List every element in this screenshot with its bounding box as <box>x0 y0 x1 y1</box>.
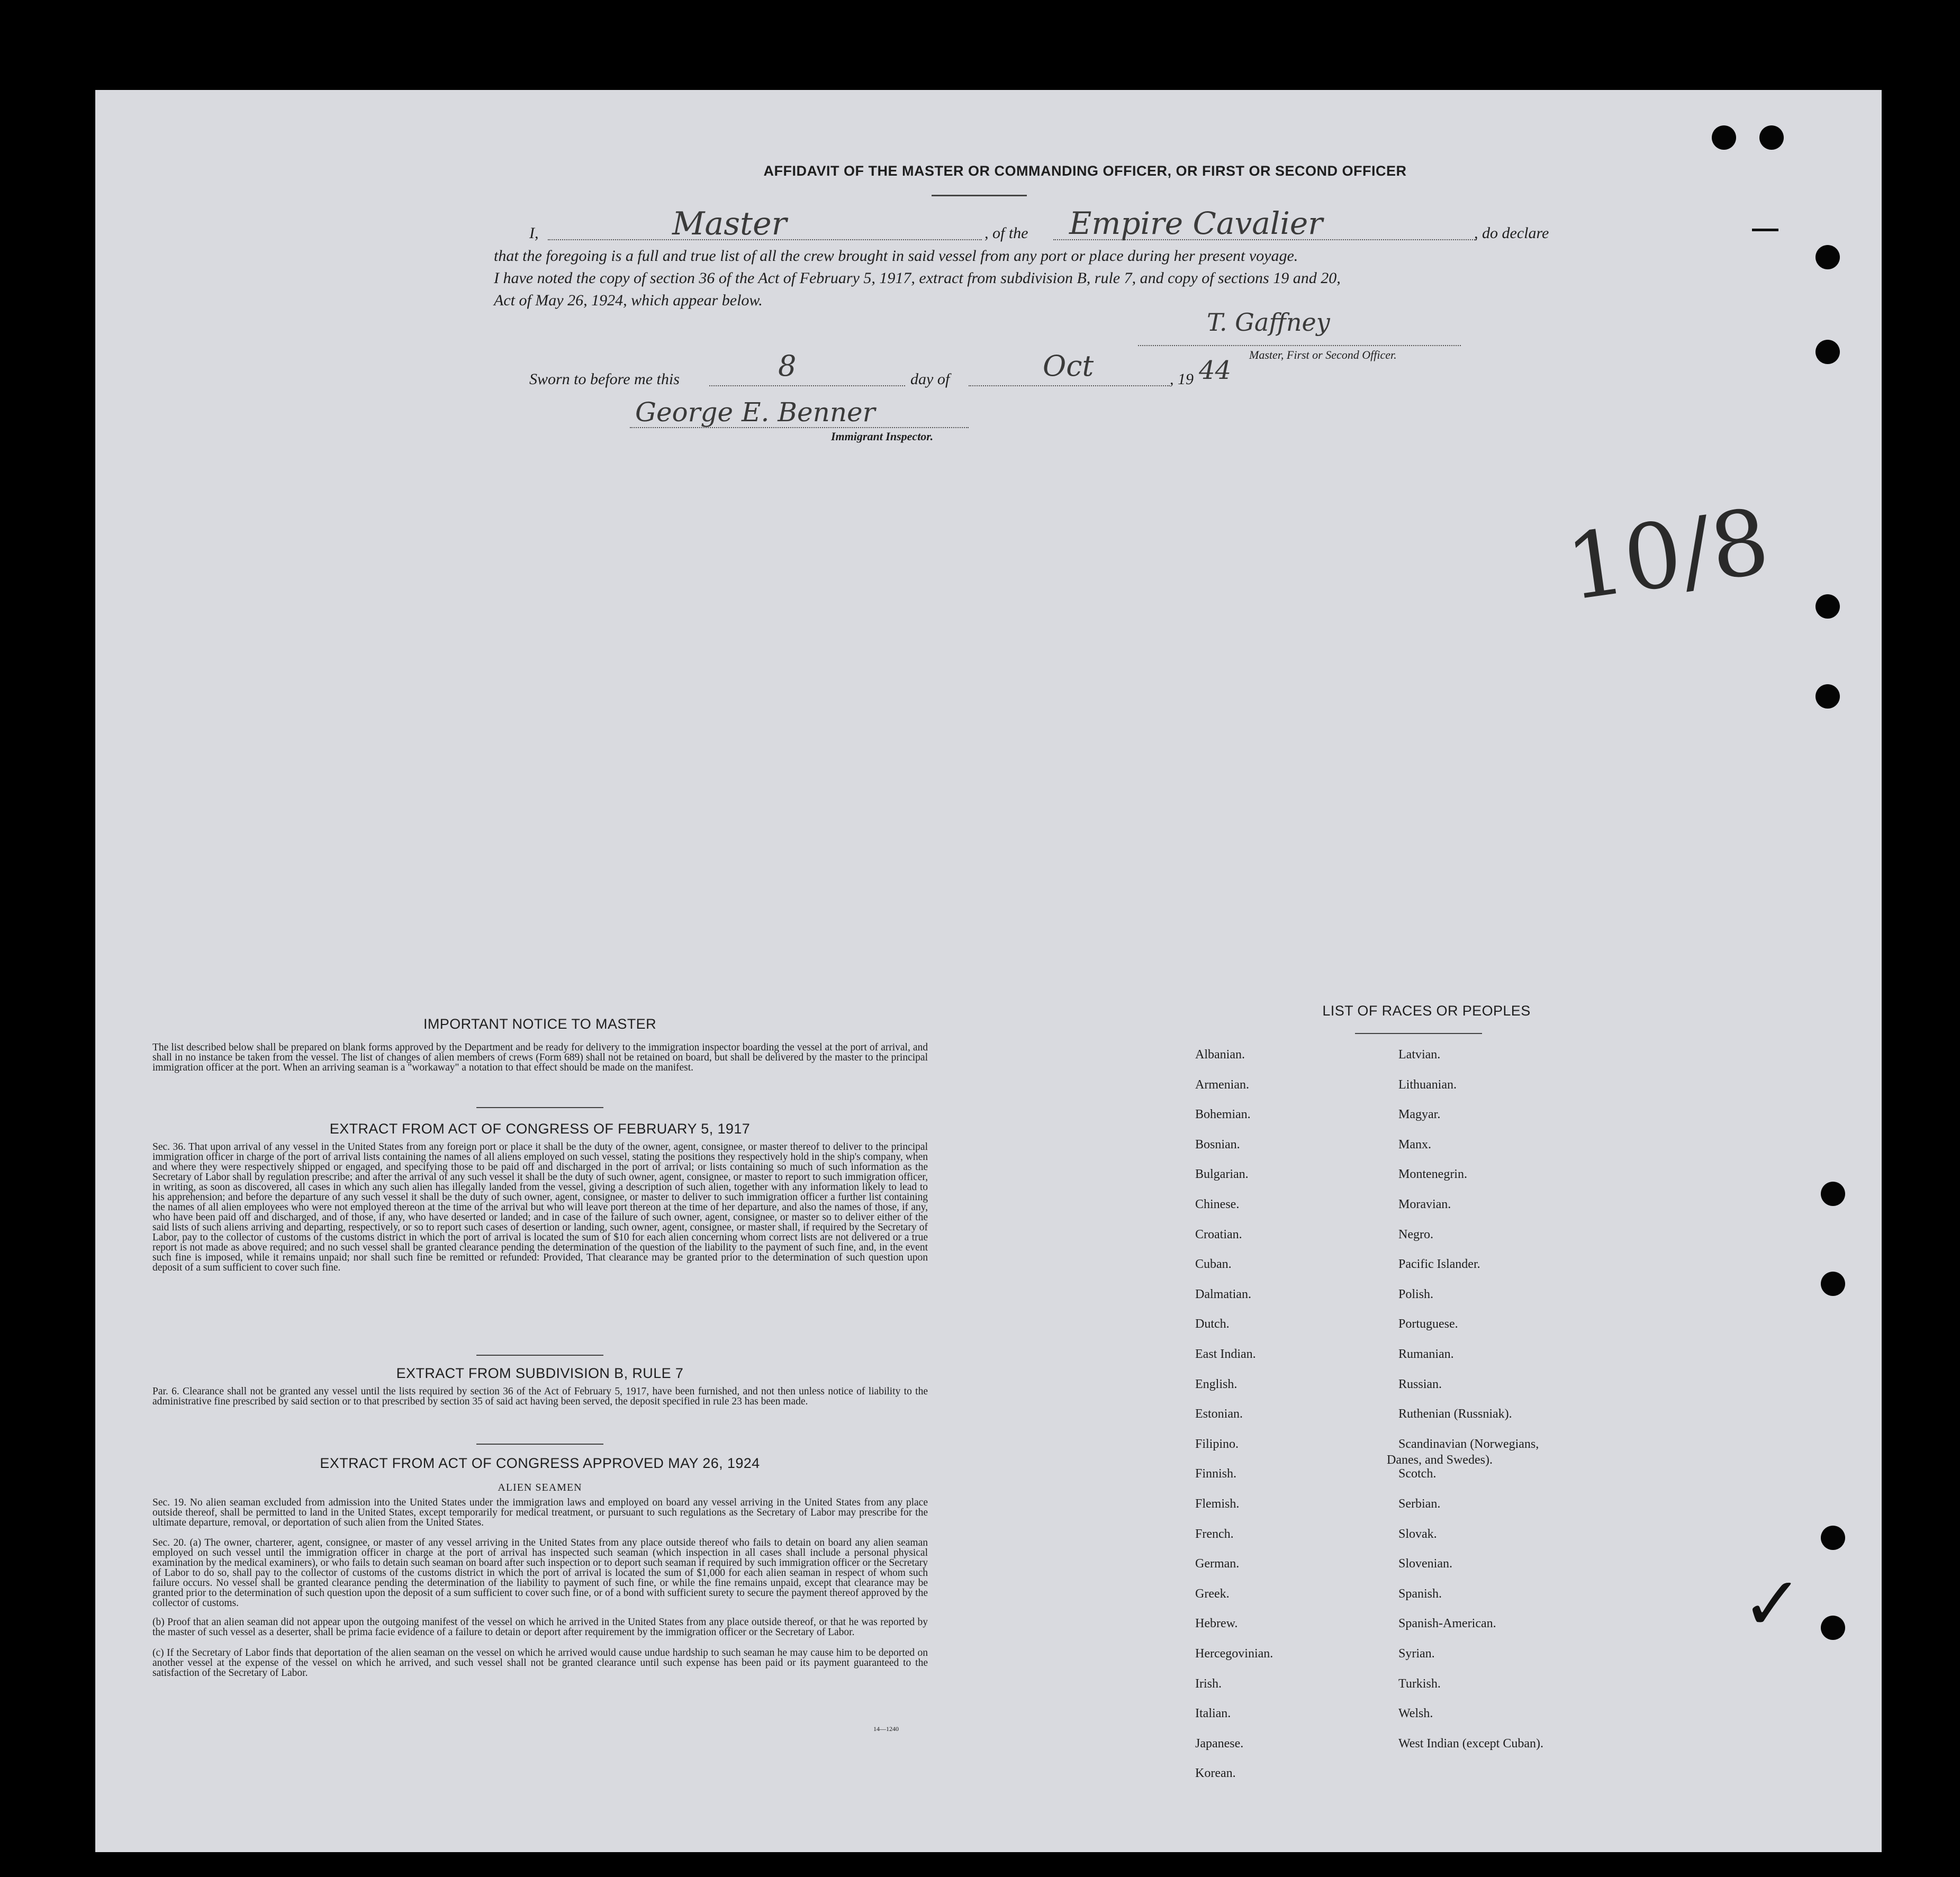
form-number: 14—1240 <box>873 1725 899 1733</box>
punch-hole <box>1816 245 1840 269</box>
race-item: Portuguese. <box>1398 1317 1458 1331</box>
title-rule <box>932 195 1027 196</box>
race-item: West Indian (except Cuban). <box>1398 1736 1543 1751</box>
section-rule <box>476 1107 603 1108</box>
race-item: Greek. <box>1195 1586 1230 1601</box>
race-item: Italian. <box>1195 1707 1231 1721</box>
race-item: Flemish. <box>1195 1497 1240 1511</box>
affidavit-line-4: Act of May 26, 1924, which appear below. <box>494 292 763 309</box>
race-item: Polish. <box>1398 1287 1434 1301</box>
extract-1917-title: EXTRACT FROM ACT OF CONGRESS OF FEBRUARY 5, 1917 <box>329 1121 751 1137</box>
vessel-handwriting: Empire Cavalier <box>1069 205 1323 241</box>
race-item: Cuban. <box>1195 1257 1232 1272</box>
race-item: Lithuanian. <box>1398 1077 1457 1092</box>
master-handwriting: Master <box>672 205 787 242</box>
race-item: Pacific Islander. <box>1398 1257 1480 1272</box>
extract-rule7-title: EXTRACT FROM SUBDIVISION B, RULE 7 <box>396 1365 684 1381</box>
year-prefix: , 19 <box>1170 370 1194 388</box>
race-item: Filipino. <box>1195 1437 1239 1451</box>
race-item: Bohemian. <box>1195 1108 1251 1122</box>
race-item: Bulgarian. <box>1195 1167 1249 1182</box>
day-handwriting: 8 <box>778 349 797 383</box>
sworn-label: Sworn to before me this <box>529 370 680 388</box>
race-item: Dutch. <box>1195 1317 1230 1331</box>
race-item: Magyar. <box>1398 1108 1441 1122</box>
race-item: Korean. <box>1195 1766 1236 1781</box>
inspector-caption: Immigrant Inspector. <box>831 430 934 443</box>
race-item: Slovenian. <box>1398 1557 1452 1571</box>
race-item: Russian. <box>1398 1377 1442 1391</box>
race-item: Serbian. <box>1398 1497 1441 1511</box>
officer-signature-line <box>1138 345 1461 346</box>
race-item: Albanian. <box>1195 1048 1245 1062</box>
section-rule <box>476 1444 603 1445</box>
race-item: French. <box>1195 1527 1234 1541</box>
race-item: Latvian. <box>1398 1048 1441 1062</box>
month-handwriting: Oct <box>1043 349 1094 383</box>
race-item: Manx. <box>1398 1137 1431 1151</box>
race-item: Negro. <box>1398 1227 1433 1241</box>
race-item: Finnish. <box>1195 1467 1237 1481</box>
race-item: Rumanian. <box>1398 1347 1454 1361</box>
month-line <box>969 385 1170 386</box>
affidavit-title: AFFIDAVIT OF THE MASTER OR COMMANDING OFFICER, OR FIRST OR SECOND OFFICER <box>763 163 1407 179</box>
race-item: East Indian. <box>1195 1347 1256 1361</box>
extract-1924-title: EXTRACT FROM ACT OF CONGRESS APPROVED MAY 26, 1924 <box>320 1455 760 1471</box>
punch-hole <box>1821 1182 1845 1206</box>
race-item: Estonian. <box>1195 1407 1243 1421</box>
race-item: Spanish-American. <box>1398 1617 1496 1631</box>
races-title: LIST OF RACES OR PEOPLES <box>1322 1003 1531 1019</box>
of-the-label: , of the <box>984 224 1028 242</box>
race-item: Montenegrin. <box>1398 1167 1467 1182</box>
notice-title: IMPORTANT NOTICE TO MASTER <box>423 1016 656 1032</box>
race-item: Irish. <box>1195 1676 1222 1691</box>
extract-1924-sec20a: Sec. 20. (a) The owner, charterer, agent, consignee, or master of any vessel arriving in the United States from any place outside thereof who fails to detain on board any alien seaman employed on such vessel until the immigration officer in charge at the port of arrival has inspected such seaman (which inspection in all cases shall include a personal physical examination by the medical examiners), or who fails to detain such seaman on board after such inspection or to deport such seaman if required by such immigration officer or the Secretary of Labor to do so, shall pay to the collector of customs of the customs district in which the port of arrival is located the sum of $1,000 for each alien seaman in respect of whom such failure occurs. No vessel shall be granted clearance pending the determination of the liability to payment of such fine, or while the fine remains unpaid, except that clearance may be granted prior to the determination of such question upon the deposit of a sum sufficient to cover such fine, or of a bond with sufficient surety to secure the payment thereof approved by the collector of customs. <box>152 1537 928 1609</box>
punch-hole <box>1816 684 1840 709</box>
officer-caption: Master, First or Second Officer. <box>1249 348 1397 361</box>
race-item: Scandinavian (Norwegians, <box>1398 1437 1539 1451</box>
extract-1924-sec19: Sec. 19. No alien seaman excluded from admission into the United States under the immigration laws and employed on board any vessel arriving in the United States from any place outside thereof, shall be permitted to land in the United States, except temporarily for medical treatment, or pursuant to such regulations as the Secretary of Labor may prescribe for the ultimate departure, removal, or deportation of such alien from the United States. <box>152 1497 928 1528</box>
year-handwriting: 44 <box>1199 356 1232 385</box>
punch-hole <box>1759 125 1784 150</box>
day-line <box>709 385 905 386</box>
race-item: German. <box>1195 1557 1240 1571</box>
punch-hole <box>1821 1616 1845 1640</box>
notice-body: The list described below shall be prepared on blank forms approved by the Department and be ready for delivery to the immigration inspector boarding the vessel at the port of arrival, and shall in no instance be taken from the vessel. The list of changes of alien members of crews (Form 689) shall not be retained on board, but shall be delivered by the master to the principal immigration officer at the port. When an arriving seaman is a "workaway" a notation to that effect should be made on the manifest. <box>152 1042 928 1073</box>
race-item: Hercegovinian. <box>1195 1647 1273 1661</box>
race-item: Bosnian. <box>1195 1137 1240 1151</box>
race-item: Moravian. <box>1398 1198 1451 1211</box>
officer-signature: T. Gaffney <box>1207 308 1330 337</box>
extract-1917-body: Sec. 36. That upon arrival of any vessel in the United States from any foreign port or place it shall be the duty of the owner, agent, consignee, or master thereof to deliver to the principal immigration officer in charge of the port of arrival lists containing the names of all aliens employed on such vessel, stating the positions they respectively hold in the ship's company, when and where they were respectively shipped or engaged, and specifying those to be paid off and discharged in the port of arrival; or lists containing so much of such information as the Secretary of Labor shall by regulation prescribe; and after the arrival of any such vessel it shall be the duty of such owner, agent, consignee, or master to report to such immigration officer, in writing, as soon as discovered, all cases in which any such alien has illegally landed from the vessel, giving a description of such alien, together with any information likely to lead to his apprehension; and before the departure of any such vessel it shall be the duty of such owner, agent, consignee, or master to deliver to such immigration officer a further list containing the names of all alien employees who were not employed thereon at the time of the arrival but who will leave port thereon at the time of her departure, and also the names of those, if any, who have been paid off and discharged, and of those, if any, who have deserted or landed; and in case of the failure of such owner, agent, consignee, or master so to deliver either of the said lists of such aliens arriving and departing, respectively, or so to report such cases of desertion or landing, such owner, agent, consignee, or master shall, if required by the Secretary of Labor, pay to the collector of customs of the customs district in which the port of arrival is located the sum of $10 for each alien concerning whom correct lists are not delivered or a true report is not made as above required; and no such vessel shall be granted clearance pending the determination of the question of the liability to the payment of such fine, and, in the event such fine is imposed, while it remains unpaid; nor shall such fine be remitted or refunded: Provided, That clearance may be granted prior to the determination of such question upon deposit of a sum sufficient to cover such fine. <box>152 1141 928 1273</box>
race-item: Japanese. <box>1195 1736 1244 1751</box>
race-item: Danes, and Swedes). <box>1387 1453 1493 1467</box>
inspector-signature: George E. Benner <box>635 397 875 428</box>
punch-hole <box>1816 340 1840 364</box>
race-item: Spanish. <box>1398 1586 1442 1601</box>
race-item: Slovak. <box>1398 1527 1437 1541</box>
race-item: Turkish. <box>1398 1676 1441 1691</box>
race-item: Dalmatian. <box>1195 1287 1251 1301</box>
races-rule <box>1355 1033 1482 1034</box>
race-item: Ruthenian (Russniak). <box>1398 1407 1512 1421</box>
section-rule <box>476 1355 603 1356</box>
race-item: Hebrew. <box>1195 1617 1238 1631</box>
affidavit-i-label: I, <box>529 224 539 242</box>
race-item: Chinese. <box>1195 1198 1240 1211</box>
margin-mark <box>1752 229 1778 231</box>
race-item: Scotch. <box>1398 1467 1437 1481</box>
day-of-label: day of <box>910 370 950 388</box>
race-item: Syrian. <box>1398 1647 1435 1661</box>
race-item: Welsh. <box>1398 1707 1433 1721</box>
check-mark-icon: ✓ <box>1741 1564 1804 1646</box>
alien-seamen-subtitle: ALIEN SEAMEN <box>498 1482 582 1493</box>
do-declare-label: , do declare <box>1474 224 1549 242</box>
extract-rule7-body: Par. 6. Clearance shall not be granted any vessel until the lists required by section 36 of the Act of February 5, 1917, have been furnished, and not then unless notice of liability to the administrative fine prescribed by said section or to that prescribed by section 35 of said act having been served, the deposit specified in rule 23 has been made. <box>152 1386 928 1407</box>
race-item: Armenian. <box>1195 1077 1249 1092</box>
document-page <box>95 90 1882 1852</box>
date-annotation: 10/8 <box>1560 489 1775 621</box>
race-item: English. <box>1195 1377 1238 1391</box>
punch-hole <box>1816 594 1840 619</box>
affidavit-line-3: I have noted the copy of section 36 of the Act of February 5, 1917, extract from subdivision B, rule 7, and copy of sections 19 and 20, <box>494 269 1341 287</box>
punch-hole <box>1821 1526 1845 1550</box>
extract-1924-sec20b: (b) Proof that an alien seaman did not appear upon the outgoing manifest of the vessel on which he arrived in the United States from any place outside thereof, or that he was reported by the master of such vessel as a deserter, shall be prima facie evidence of a failure to detain or deport after requirement by the immigration officer or the Secretary of Labor. <box>152 1617 928 1638</box>
punch-hole <box>1712 125 1736 150</box>
race-item: Croatian. <box>1195 1227 1242 1241</box>
affidavit-line-2: that the foregoing is a full and true list of all the crew brought in said vessel from any port or place during her present voyage. <box>494 247 1298 265</box>
extract-1924-sec20c: (c) If the Secretary of Labor finds that deportation of the alien seaman on the vessel on which he arrived would cause undue hardship to such seaman he may cause him to be deported on another vessel at the expense of the vessel on which he arrived, and such vessel shall not be granted clearance until such expense has been paid or its payment guaranteed to the satisfaction of the Secretary of Labor. <box>152 1647 928 1679</box>
punch-hole <box>1821 1272 1845 1296</box>
